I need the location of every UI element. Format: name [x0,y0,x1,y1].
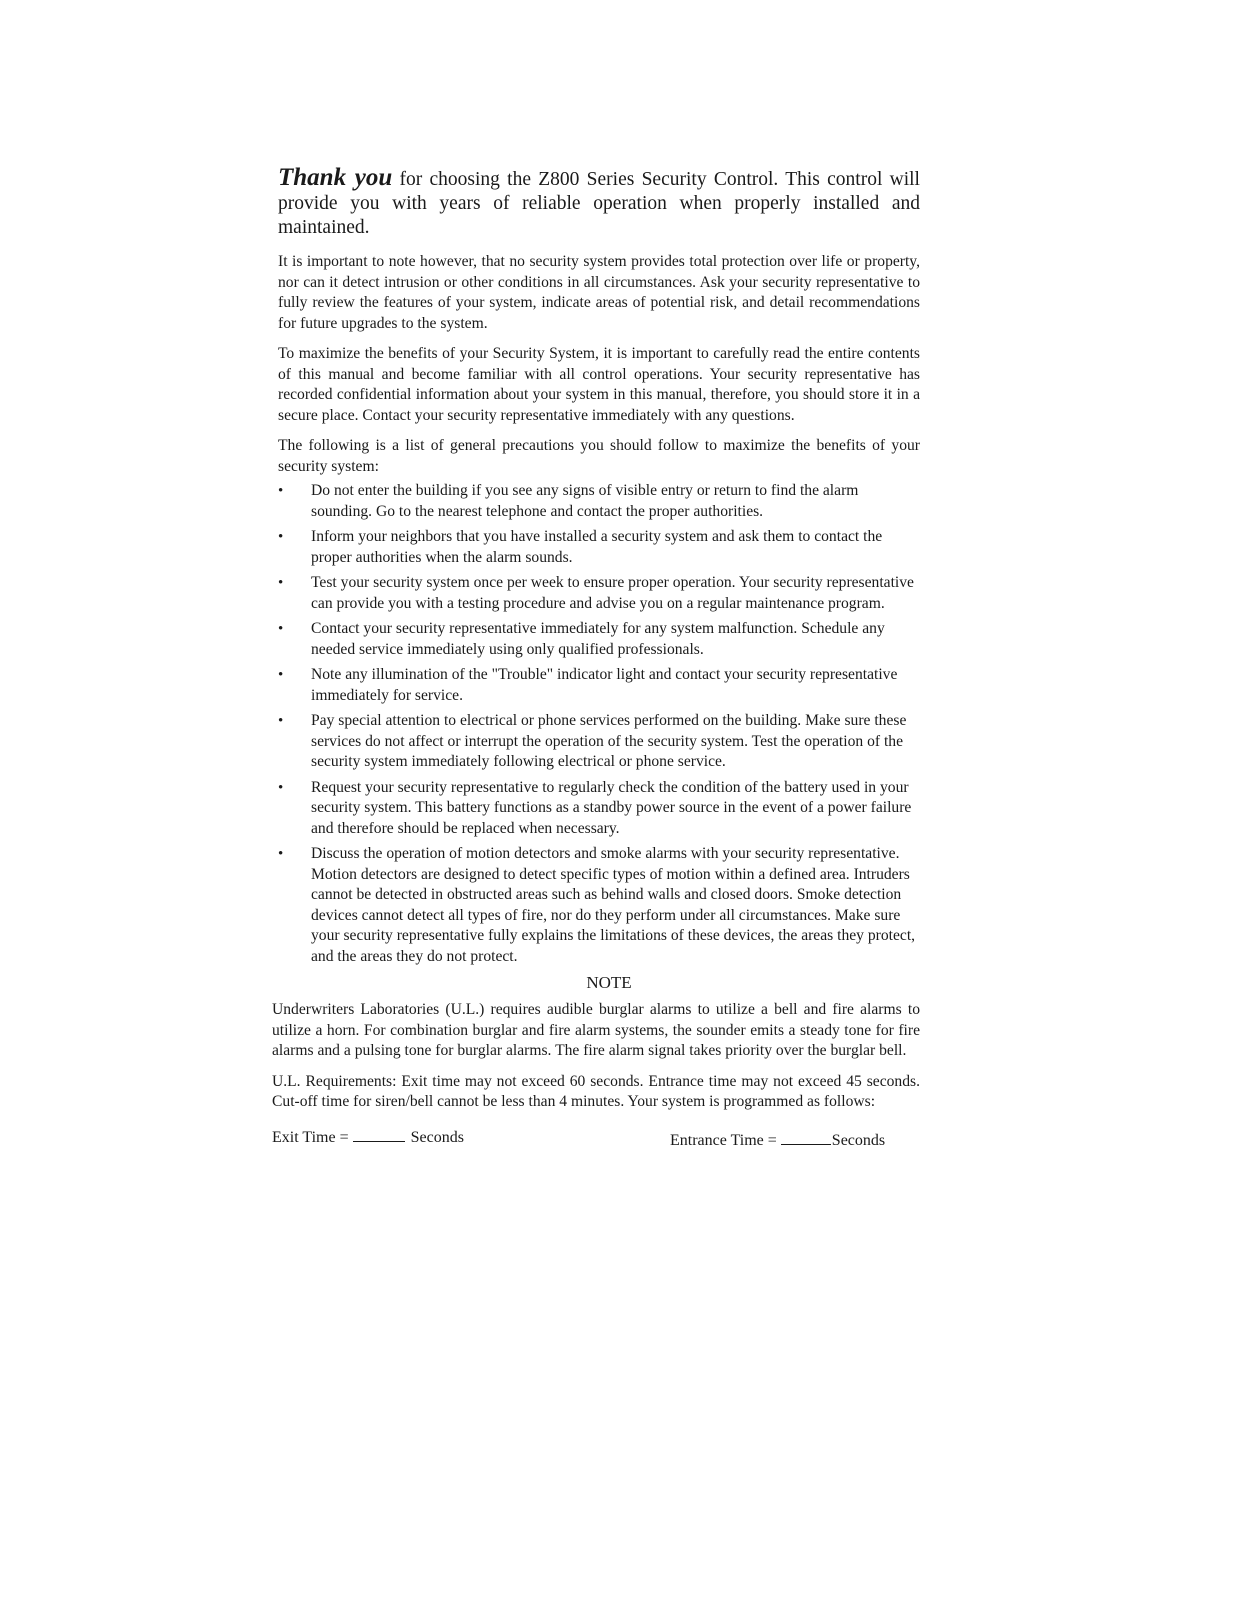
list-item [278,573,920,614]
bullet-icon: • [278,575,284,591]
bullet-icon: • [278,713,284,729]
list-item [278,481,920,522]
exit-time-entry [272,1129,464,1147]
entrance-time-entry [670,1132,885,1150]
precautions-list [278,481,920,967]
exit-time-blank [353,1129,405,1142]
list-item-text: Request your security representative to regularly check the condition of the battery used in your security system. This battery functions as a standby power source in the event of a power failure and therefore should be replaced when necessary. [311,778,912,837]
list-item [278,711,920,773]
ul-requirements-paragraph: Underwriters Laboratories (U.L.) requires audible burglar alarms to utilize a bell and fire alarms to utilize a horn. For combination burglar and fire alarm systems, the sounder emits a steady tone for fire alarms and a pulsing tone for burglar alarms. The fire alarm signal takes priority over the burglar bell. [272,1001,920,1059]
list-item-text: Inform your neighbors that you have installed a security system and ask them to contact the proper authorities when the alarm sounds. [311,528,883,566]
intro-paragraph [278,166,920,240]
bullet-icon: • [278,779,284,796]
note-section [272,1000,920,1153]
list-item [278,527,920,568]
thank-you-lead: Thank you [278,164,393,191]
list-item-text: Note any illumination of the "Trouble" indicator light and contact your security representative immediately for service. [311,666,898,704]
maximize-benefits-paragraph: To maximize the benefits of your Security System, it is important to carefully read the entire contents of this manual and become familiar with all control operations. Your security representative has recorded confidential information about your system in this manual, therefore, you should store it in a secure place. Contact your security representative immediately with any questions. [278,345,920,424]
list-item-text: Discuss the operation of motion detectors and smoke alarms with your security representative. Motion detectors are designed to detect specific types of motion within a defined area. Intruders cannot be detected in obstructed areas such as behind walls and closed doors. Smoke detection devices cannot detect all types of fire, nor do they perform under all circumstances. Make sure your security representative fully explains the limitations of these devices, the areas they protect, and the areas they do not protect. [311,845,916,965]
ul-timing-paragraph: U.L. Requirements: Exit time may not exceed 60 seconds. Entrance time may not exceed 45 seconds. Cut-off time for siren/bell cannot be less than 4 minutes. Your system is programmed as follows: [272,1072,920,1110]
intro-text: for choosing the Z800 Series Security Control. This control will provide you with years of reliable operation when properly installed and maintained. [278,169,920,238]
precautions-intro-paragraph: The following is a list of general precautions you should follow to maximize the benefits of your security system: [278,437,920,475]
list-item [278,665,920,706]
manual-page [272,164,920,1153]
bullet-icon: • [278,529,284,545]
list-item-text: Contact your security representative immediately for any system malfunction. Schedule any needed service immediately using only qualified professionals. [311,620,885,658]
bullet-icon: • [278,846,284,862]
list-item [278,778,920,840]
entrance-time-label: Entrance Time = [670,1131,777,1149]
list-item-text: Pay special attention to electrical or phone services performed on the building. Make sure these services do not affect or interrupt the operation of the security system. Test the operation of the security system immediately following electrical or phone service. [311,712,907,770]
bullet-icon: • [278,667,284,683]
list-item-text: Test your security system once per week to ensure proper operation. Your security representative can provide you with a testing procedure and advise you on a regular maintenance program. [311,574,914,612]
list-item [278,844,920,967]
list-item-text: Do not enter the building if you see any signs of visible entry or return to find the alarm sounding. Go to the nearest telephone and contact the proper authorities. [311,482,859,520]
bullet-icon: • [278,483,284,499]
exit-time-unit: Seconds [410,1128,464,1146]
programmed-times-row [272,1129,920,1153]
note-heading: NOTE [586,973,632,992]
entrance-time-unit: Seconds [831,1131,886,1149]
bullet-icon: • [278,621,284,637]
exit-time-label: Exit Time = [272,1128,349,1146]
entrance-time-blank [781,1132,831,1145]
list-item [278,619,920,660]
disclaimer-paragraph: It is important to note however, that no security system provides total protection over life or property, nor can it detect intrusion or other conditions in all circumstances. Ask your security representative to fully review the features of your system, indicate areas of potential risk, and detail recommendations for future upgrades to the system. [278,253,920,332]
